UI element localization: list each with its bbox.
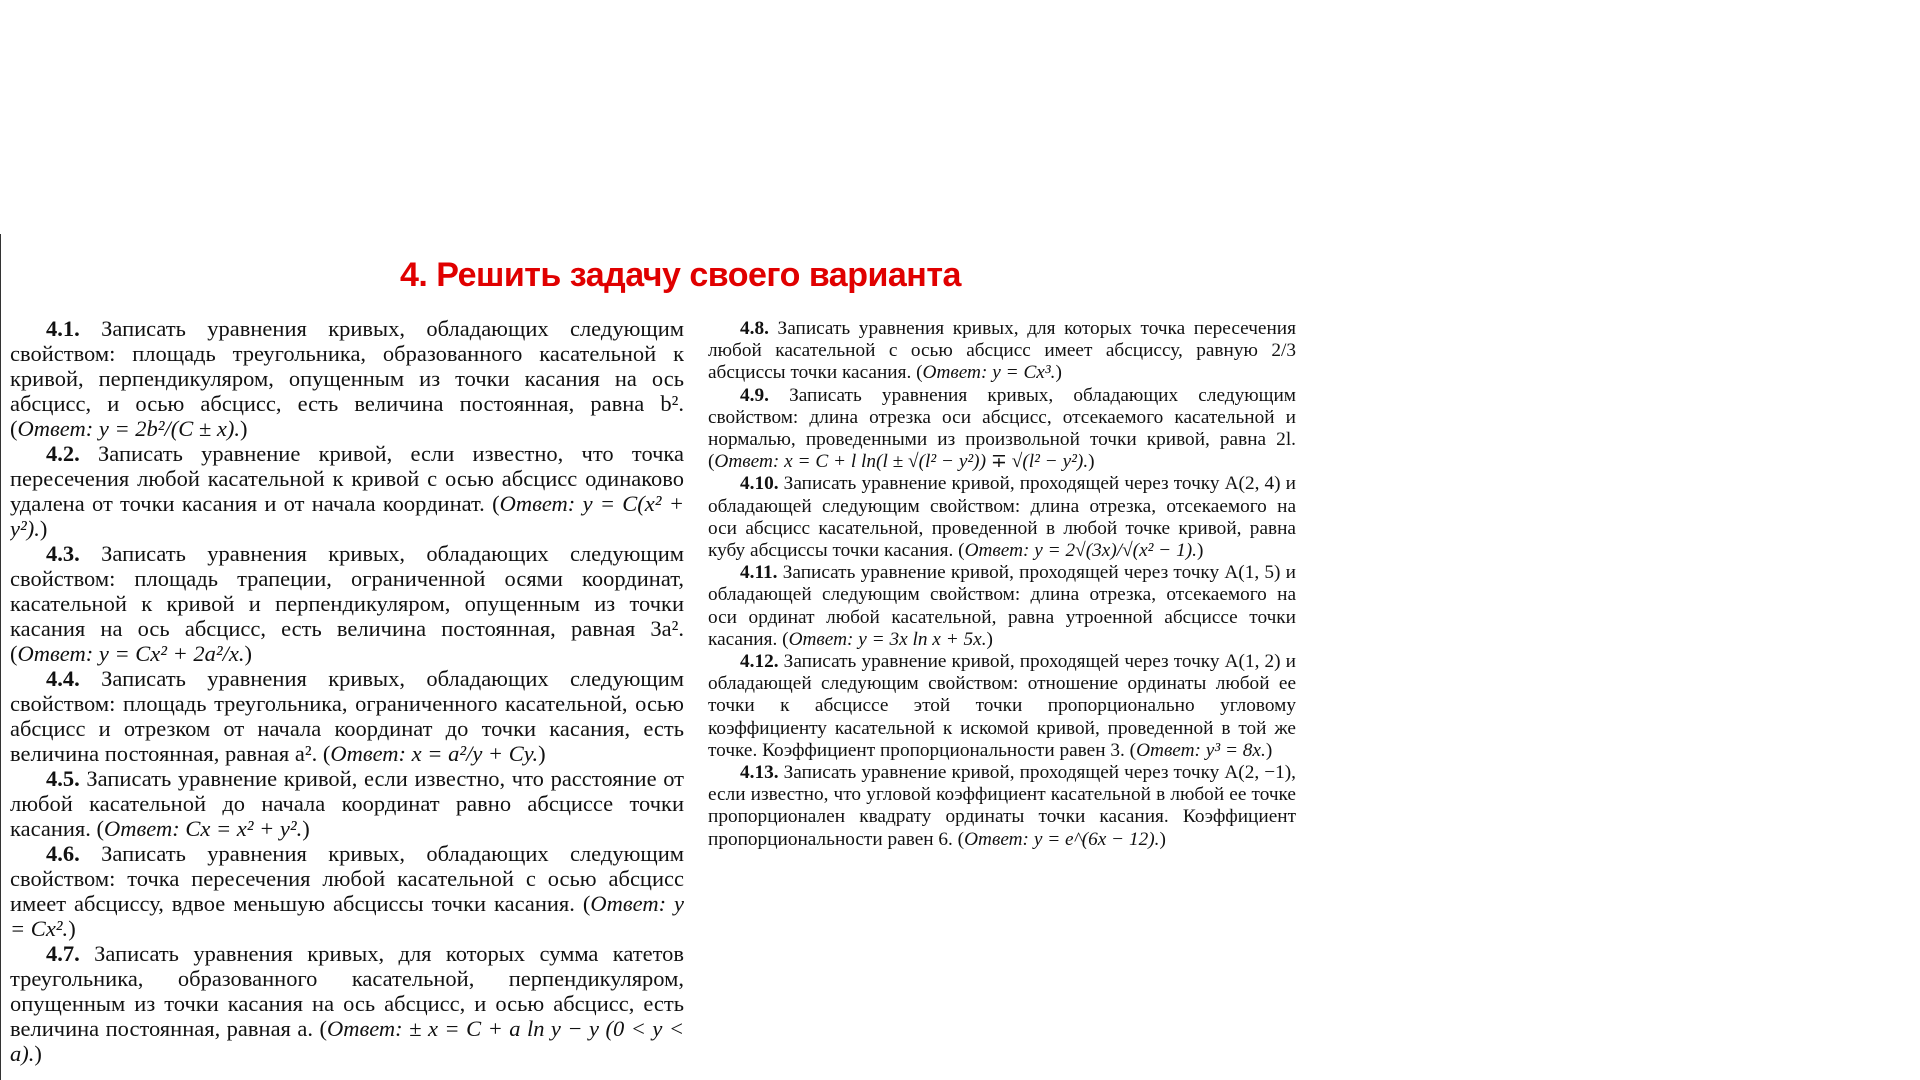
problem-4-6: 4.6. Записать уравнения кривых, обладающих следующим свойством: точка пересечения любой касательной с осью абсцисс имеет абсциссу, вдвое меньшую абсциссы точки касания. (Ответ: y = Cx².)	[10, 841, 684, 941]
problem-4-13: 4.13. Записать уравнение кривой, проходящей через точку A(2, −1), если известно, что угловой коэффициент касательной в любой ее точке пропорционален квадрату ординаты точки касания. Коэффициент пропорциональности равен 6. (Ответ: y = e^(6x − 12).)	[708, 762, 1296, 850]
problem-number: 4.1.	[46, 316, 80, 341]
answer-label: Ответ:	[922, 362, 988, 384]
problem-4-1: 4.1. Записать уравнения кривых, обладающих следующим свойством: площадь треугольника, образованного касательной к кривой, перпендикуляром, опущенным из точки касания на ось абсцисс, и осью абсцисс, есть величина постоянная, равна b². (Ответ: y = 2b²/(C ± x).)	[10, 316, 684, 441]
problem-number: 4.7.	[46, 941, 80, 966]
answer-label: Ответ:	[1136, 739, 1201, 761]
problem-text: Записать уравнение кривой, проходящей через точку A(2, −1), если известно, что угловой коэффициент касательной в любой ее точке пропорционален квадрату ординаты точки касания. Коэффициент пропорциональности равен 6.	[708, 762, 1296, 850]
answer-label: Ответ:	[326, 1016, 403, 1041]
answer-formula: Cx = x² + y².	[185, 816, 303, 841]
answer-label: Ответ:	[330, 741, 407, 766]
answer-label: Ответ:	[964, 828, 1029, 850]
problem-number: 4.9.	[740, 384, 769, 406]
problem-text: Записать уравнение кривой, проходящей через точку A(1, 2) и обладающей следующим свойством: отношение ординаты любой ее точки к абсциссе этой точки пропорционально угловому коэффициенту касательной к искомой кривой, проведенной в той же точке. Коэффициент пропорциональности равен 3.	[708, 651, 1296, 761]
problem-number: 4.13.	[740, 762, 779, 784]
problem-text: Записать уравнения кривых, обладающих следующим свойством: точка пересечения любой касательной с осью абсцисс имеет абсциссу, вдвое меньшую абсциссы точки касания.	[10, 841, 684, 916]
problem-number: 4.12.	[740, 651, 779, 673]
problem-4-2: 4.2. Записать уравнение кривой, если известно, что точка пересечения любой касательной к кривой с осью абсцисс одинаково удалена от точки касания и от начала координат. (Ответ: y = C(x² + y²).)	[10, 441, 684, 541]
answer-label: Ответ:	[714, 451, 780, 473]
left-column	[10, 316, 684, 1080]
problem-text: Записать уравнение кривой, проходящей через точку A(2, 4) и обладающей следующим свойством: длина отрезка, отсекаемого на оси абсцисс касательной, проведенной в любой точке кривой, равна кубу абсциссы точки касания.	[708, 473, 1296, 562]
answer-formula: y = Cx².	[10, 891, 684, 941]
answer-formula: y = 2b²/(C ± x).	[98, 416, 240, 441]
problem-text: Записать уравнение кривой, если известно, что точка пересечения любой касательной к кривой с осью абсцисс одинаково удалена от точки касания и от начала координат.	[10, 441, 684, 516]
answer-formula: y = 2√(3x)/√(x² − 1).	[1034, 540, 1197, 562]
answer-label: Ответ:	[17, 416, 94, 441]
slide-frame-border	[0, 234, 1, 1080]
answer-formula: y = Cx² + 2a²/x.	[98, 641, 245, 666]
problem-text: Записать уравнение кривой, проходящей через точку A(1, 5) и обладающей следующим свойством: длина отрезка, отсекаемого на оси ординат любой касательной, равна утроенной абсциссе точки касания.	[708, 562, 1297, 650]
problem-text: Записать уравнения кривых, обладающих следующим свойством: площадь треугольника, образованного касательной к кривой, перпендикуляром, опущенным из точки касания на ось абсцисс, и осью абсцисс, есть величина постоянная, равна b².	[10, 316, 684, 416]
answer-formula: y³ = 8x.	[1205, 739, 1266, 761]
problem-number: 4.2.	[46, 441, 80, 466]
problem-text: Записать уравнения кривых, обладающих следующим свойством: площадь трапеции, ограниченной осями координат, касательной к кривой и перпендикуляром, опущенным из точки касания на ось абсцисс, есть величина постоянная, равная 3a².	[10, 541, 684, 641]
answer-formula: y = 3x ln x + 5x.	[858, 628, 987, 650]
answer-formula: x = a²/y + Cy.	[411, 741, 539, 766]
problem-number: 4.3.	[46, 541, 80, 566]
answer-formula: x = C + l ln(l ± √(l² − y²)) ∓ √(l² − y²).	[784, 451, 1089, 473]
problem-number: 4.4.	[46, 666, 80, 691]
problem-4-7: 4.7. Записать уравнения кривых, для которых сумма катетов треугольника, образованного касательной, перпендикуляром, опущенным из точки касания на ось абсцисс, и осью абсцисс, есть величина постоянная, равная a. (Ответ: ± x = C + a ln y − y (0 < y < a).)	[10, 941, 684, 1066]
page-title: 4. Решить задачу своего варианта	[400, 256, 961, 294]
problem-number: 4.5.	[46, 766, 80, 791]
problem-text: Записать уравнения кривых, для которых сумма катетов треугольника, образованного касательной, перпендикуляром, опущенным из точки касания на ось абсцисс, и осью абсцисс, есть величина постоянная, равная a.	[10, 941, 684, 1041]
answer-label: Ответ:	[964, 540, 1030, 562]
problem-4-11: 4.11. Записать уравнение кривой, проходящей через точку A(1, 5) и обладающей следующим свойством: длина отрезка, отсекаемого на оси ординат любой касательной, равна утроенной абсциссе точки касания. (Ответ: y = 3x ln x + 5x.)	[708, 562, 1297, 650]
problem-4-4: 4.4. Записать уравнения кривых, обладающих следующим свойством: площадь треугольника, ограниченного касательной, осью абсцисс и отрезком от начала координат до точки касания, есть величина постоянная, равная a². (Ответ: x = a²/y + Cy.)	[10, 666, 684, 766]
problem-4-10: 4.10. Записать уравнение кривой, проходящей через точку A(2, 4) и обладающей следующим свойством: длина отрезка, отсекаемого на оси абсцисс касательной, проведенной в любой точке кривой, равна кубу абсциссы точки касания. (Ответ: y = 2√(3x)/√(x² − 1).)	[708, 473, 1296, 562]
problem-4-9: 4.9. Записать уравнения кривых, обладающих следующим свойством: длина отрезка оси абсцисс, отсекаемого касательной и нормалью, проведенными из произвольной точки кривой, равна 2l. (Ответ: x = C + l ln(l ± √(l² − y²)) ∓ √(l² − y²).)	[708, 384, 1297, 473]
answer-label: Ответ:	[17, 641, 94, 666]
problem-4-12: 4.12. Записать уравнение кривой, проходящей через точку A(1, 2) и обладающей следующим свойством: отношение ординаты любой ее точки к абсциссе этой точки пропорционально угловому коэффициенту касательной к искомой кривой, проведенной в той же точке. Коэффициент пропорциональности равен 3. (Ответ: y³ = 8x.)	[708, 651, 1296, 761]
answer-label: Ответ:	[104, 816, 180, 841]
answer-label: Ответ:	[788, 628, 854, 650]
answer-formula: y = C(x² + y²).	[10, 491, 684, 541]
problem-text: Записать уравнения кривых, обладающих следующим свойством: длина отрезка оси абсцисс, отсекаемого касательной и нормалью, проведенными из произвольной точки кривой, равна 2l.	[708, 384, 1297, 451]
problem-4-8: 4.8. Записать уравнения кривых, для которых точка пересечения любой касательной с осью абсцисс имеет абсциссу, равную 2/3 абсциссы точки касания. (Ответ: y = Cx³.)	[708, 318, 1296, 384]
problem-4-5: 4.5. Записать уравнение кривой, если известно, что расстояние от любой касательной до начала координат равно абсциссе точки касания. (Ответ: Cx = x² + y².)	[10, 766, 684, 841]
answer-formula: ± x = C + a ln y − y (0 < y < a).	[10, 1016, 684, 1066]
answer-label: Ответ:	[590, 891, 667, 916]
problem-text: Записать уравнения кривых, для которых точка пересечения любой касательной с осью абсцисс имеет абсциссу, равную 2/3 абсциссы точки касания.	[708, 318, 1296, 384]
problem-text: Записать уравнения кривых, обладающих следующим свойством: площадь треугольника, ограниченного касательной, осью абсцисс и отрезком от начала координат до точки касания, есть величина постоянная, равная a².	[10, 666, 684, 766]
problem-text: Записать уравнение кривой, если известно, что расстояние от любой касательной до начала координат равно абсциссе точки касания.	[10, 766, 684, 841]
answer-formula: y = e^(6x − 12).	[1033, 828, 1160, 850]
answer-formula: y = Cx³.	[992, 362, 1056, 384]
right-column	[708, 318, 1296, 851]
problem-4-3: 4.3. Записать уравнения кривых, обладающих следующим свойством: площадь трапеции, ограниченной осями координат, касательной к кривой и перпендикуляром, опущенным из точки касания на ось абсцисс, есть величина постоянная, равная 3a². (Ответ: y = Cx² + 2a²/x.)	[10, 541, 684, 666]
answer-label: Ответ:	[499, 491, 576, 516]
problem-number: 4.11.	[740, 562, 778, 584]
problem-number: 4.10.	[740, 473, 779, 495]
problem-number: 4.6.	[46, 841, 80, 866]
problem-number: 4.8.	[740, 318, 769, 339]
